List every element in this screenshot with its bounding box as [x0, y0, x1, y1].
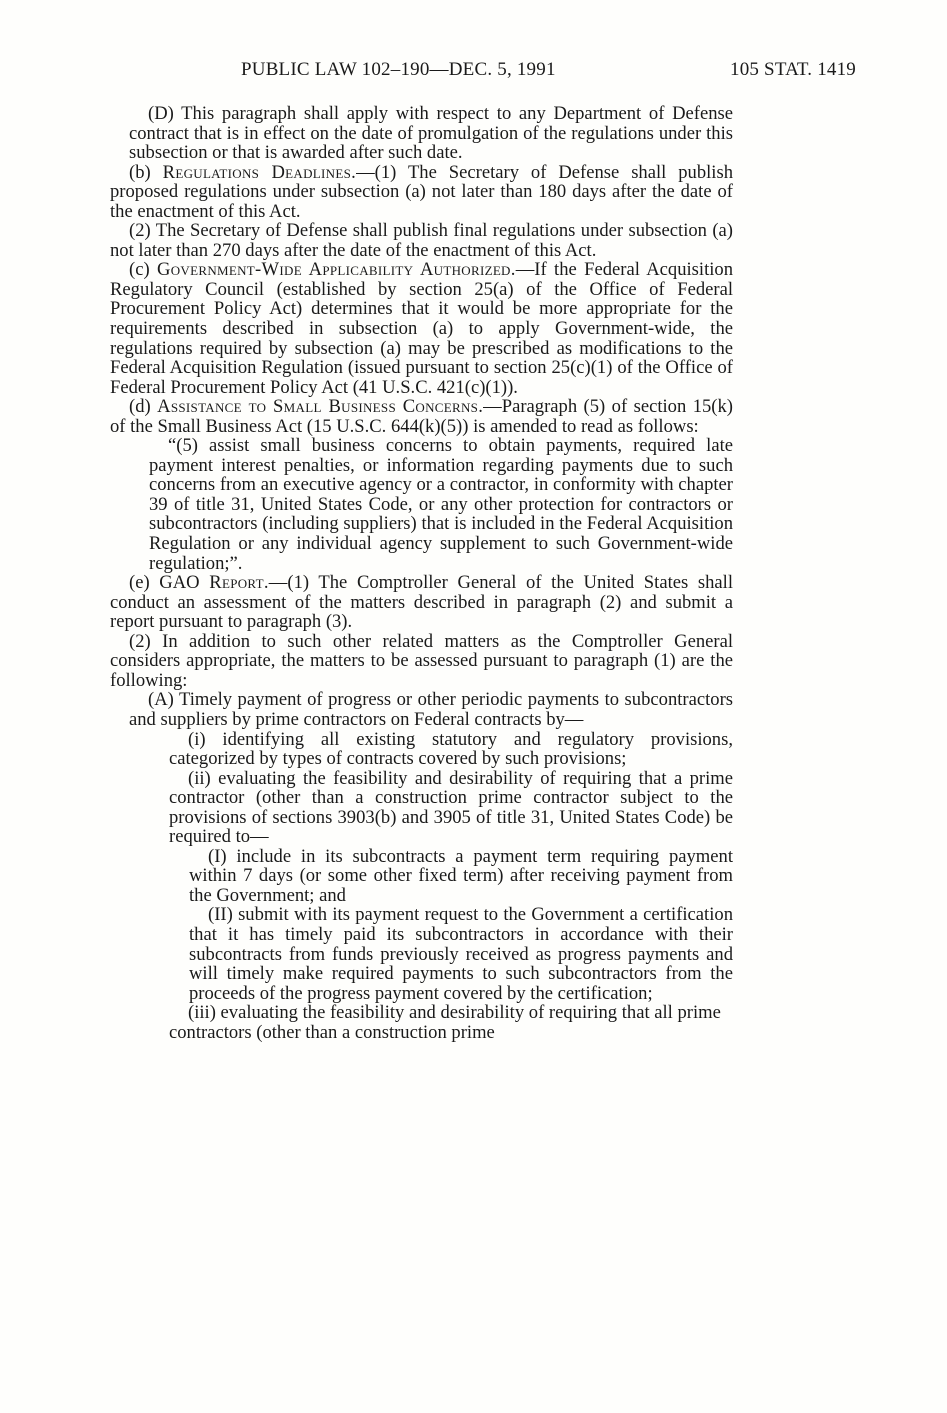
subsection-prefix: (b) — [129, 161, 163, 183]
quoted-text: “(5) assist small business concerns to obtain payments, required late payment interest penalties, or information regarding payments due to such concerns from an executive agency or a contractor, in conformity with chapter 39 of title 31, United States Code, or any other protection for contractors or subcontractors (including suppliers) that is included in the Federal Acquisition Regulation or any individual agency supplement to such Government-wide regulation;”. — [149, 435, 733, 574]
statute-reference: 105 STAT. 1419 — [730, 59, 857, 80]
paragraph-text: (2) The Secretary of Defense shall publish final regulations under subsection (a) not later than 270 days after the date of the enactment of this Act. — [110, 220, 733, 261]
page-header — [0, 59, 947, 83]
subsection-prefix: (d) — [129, 396, 158, 418]
subsection-heading: Assistance to Small Business Concerns. — [157, 396, 484, 418]
subsection-e-gao-report — [110, 573, 733, 632]
paragraph-text: (2) In addition to such other related matters as the Comptroller General considers appropriate, the matters to be assessed pursuant to paragraph (1) are the following: — [110, 630, 733, 691]
quoted-amendment — [149, 436, 733, 573]
running-title: PUBLIC LAW 102–190—DEC. 5, 1991 — [241, 59, 556, 80]
subsection-prefix: (c) — [129, 259, 158, 281]
subsection-prefix: (e) GAO — [129, 572, 210, 594]
paragraph-text: (A) Timely payment of progress or other periodic payments to subcontractors and suppliers by prime contractors on Federal contracts by— — [129, 689, 733, 730]
paragraph-text: (ii) evaluating the feasibility and desirability of requiring that a prime contractor (other than a construction prime contractor subject to the provisions of sections 3903(b) and 3905 of title 31, United States Code) be required to— — [169, 767, 733, 848]
subparagraph-A — [129, 690, 733, 729]
law-body-text — [110, 104, 733, 1042]
subsection-text: —If the Federal Acquisition Regulatory Council (established by section 25(a) of the Office of Federal Procurement Policy Act) determines that it would be more appropriate for the requirements described in subsection (a) to apply Government-wide, the regulations required by subsection (a) may be prescribed as modifications to the Federal Acquisition Regulation (issued pursuant to section 25(c)(1) of the Office of Federal Procurement Policy Act (41 U.S.C. 421(c)(1)). — [110, 259, 733, 398]
subsection-c-government-wide — [110, 260, 733, 397]
paragraph-text: (I) include in its subcontracts a payment term requiring payment within 7 days (or some other fixed term) after receiving payment from the Government; and — [189, 845, 733, 906]
paragraph-text: (D) This paragraph shall apply with respect to any Department of Defense contract that is in effect on the date of promulgation of the regulations under this subsection or that is awarded after such date. — [129, 103, 733, 164]
subsection-b-regulations-deadlines — [110, 163, 733, 222]
paragraph-text: (iii) evaluating the feasibility and desirability of requiring that all prime contractors (other than a construction prime — [169, 1002, 721, 1043]
paragraph-d-applicability — [129, 104, 733, 163]
clause-iii — [169, 1003, 733, 1042]
subsection-text: —(1) The Comptroller General of the United States shall conduct an assessment of the matters described in paragraph (2) and submit a report pursuant to paragraph (3). — [110, 572, 734, 633]
subsection-e-paragraph-2 — [110, 632, 733, 691]
subclause-I — [189, 847, 733, 906]
subsection-heading: Report. — [209, 572, 269, 594]
subsection-b-paragraph-2 — [110, 221, 733, 260]
subsection-heading: Government-Wide Applicability Authorized. — [157, 259, 516, 281]
subclause-II — [189, 905, 733, 1003]
subsection-text: —Paragraph (5) of section 15(k) of the Small Business Act (15 U.S.C. 644(k)(5)) is amended to read as follows: — [110, 396, 733, 437]
paragraph-text: (II) submit with its payment request to the Government a certification that it has timely paid its subcontractors in accordance with their subcontracts from funds previously received as progress payments and will timely make required payments to such subcontractors from the proceeds of the progress payment covered by the certification; — [189, 904, 733, 1004]
clause-i — [169, 730, 733, 769]
subsection-text: —(1) The Secretary of Defense shall publish proposed regulations under subsection (a) not later than 180 days after the date of the enactment of this Act. — [110, 161, 733, 222]
paragraph-text: (i) identifying all existing statutory and regulatory provisions, categorized by types of contracts covered by such provisions; — [169, 728, 733, 770]
clause-ii — [169, 769, 733, 847]
subsection-d-small-business — [110, 397, 733, 436]
subsection-heading: Regulations Deadlines. — [162, 161, 357, 183]
